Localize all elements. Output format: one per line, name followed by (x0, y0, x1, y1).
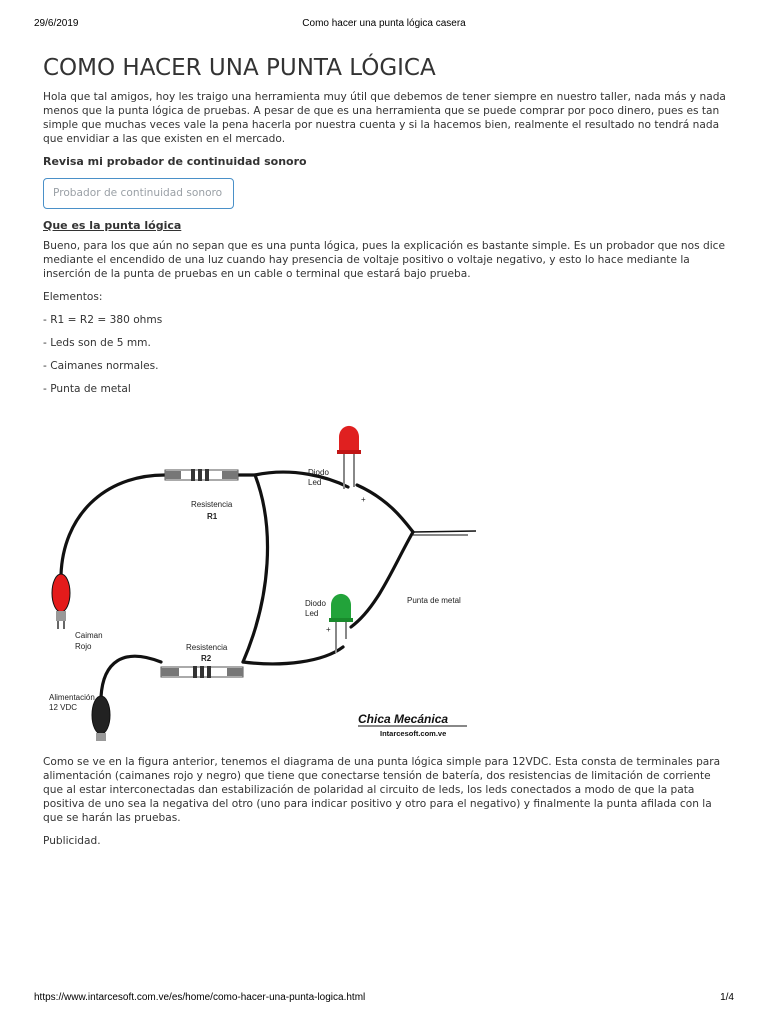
led-bottom-label-2: Led (305, 609, 319, 618)
related-link-button[interactable]: Probador de continuidad sonoro (43, 178, 234, 209)
ad-label: Publicidad. (43, 835, 101, 847)
red-clip-label-2: Rojo (75, 642, 92, 651)
brand-url: Intarcesoft.com.ve (380, 729, 447, 738)
explanation-paragraph: Como se ve en la figura anterior, tenemos el diagrama de una punta lógica simple para 12VDC. Esta consta de terminales para alimentación (caimanes rojo y negro) que tiene que conectarse tensión de batería, dos resistencias de limitación de corriente que al estar interconectadas dan estabilización de polaridad al circuito de leds, los leds conectados a modo de que la pata positiva de uno sea la negativa del otro (uno para indicar positivo y otro para el negativo) y finalmente la punta afilada con la que se harán las pruebas. (43, 756, 721, 824)
metal-probe (413, 531, 476, 532)
resistor-r1 (165, 469, 238, 481)
r2-label: Resistencia (186, 643, 228, 652)
clip-red (52, 574, 70, 629)
brand-logo (343, 707, 483, 742)
related-heading: Revisa mi probador de continuidad sonoro (43, 155, 307, 168)
wire-cross (243, 475, 268, 662)
brand-name: Chica Mecánica (358, 712, 449, 726)
wire-top-led-probe (357, 485, 413, 532)
plus-top: + (361, 495, 366, 504)
section-paragraph: Bueno, para los que aún no sepan que es una punta lógica, pues la explicación es bastante simple. Es un probador que nos dice mediante el encendido de una luz cuando hay presencia de voltaje positivo o voltaje negativo, y esto lo hace mediante la inserción de la punta de pruebas en un cable o terminal que estará bajo prueba. (43, 240, 726, 280)
article (43, 52, 729, 847)
page-url: https://www.intarcesoft.com.ve/es/home/como-hacer-una-punta-logica.html (34, 992, 366, 1003)
page-number: 1/4 (720, 992, 734, 1003)
list-item: - Leds son de 5 mm. (43, 337, 151, 349)
wire-black (101, 656, 161, 697)
power-label-1: Alimentación (49, 693, 95, 702)
list-item: - Punta de metal (43, 383, 131, 395)
intro-paragraph: Hola que tal amigos, hoy les traigo una herramienta muy útil que debemos de tener siempre en nuestro taller, nada más y nada menos que la punta lógica de pruebas. A pesar de que es una herramienta que se puede comprar por poco dinero, pues es tan simple que muchas veces vale la pena hacerla por nuestra cuenta y si la hacemos bien, realmente el resultado no tendrá nada que envidiar a las que existen en el mercado. (43, 91, 726, 145)
wire-to-top-led (255, 472, 348, 487)
wire-red (61, 475, 165, 575)
circuit-diagram (43, 407, 483, 742)
r2-name: R2 (201, 654, 212, 663)
led-green (329, 594, 353, 653)
led-top-label-1: Diodo (308, 468, 329, 477)
list-item: - Caimanes normales. (43, 360, 159, 372)
page-title: COMO HACER UNA PUNTA LÓGICA (43, 55, 436, 81)
print-title: Como hacer una punta lógica casera (302, 18, 466, 29)
elements-list (43, 290, 729, 396)
print-date: 29/6/2019 (34, 18, 79, 29)
red-clip-label-1: Caiman (75, 631, 103, 640)
r1-label: Resistencia (191, 500, 233, 509)
list-item: - R1 = R2 = 380 ohms (43, 314, 163, 326)
resistor-r2 (161, 666, 243, 678)
led-top-label-2: Led (308, 478, 322, 487)
plus-bottom: + (326, 625, 331, 634)
clip-black (92, 696, 110, 741)
power-label-2: 12 VDC (49, 703, 78, 712)
probe-label: Punta de metal (407, 596, 461, 605)
r1-name: R1 (207, 512, 218, 521)
section-heading: Que es la punta lógica (43, 219, 182, 232)
led-red (337, 425, 361, 489)
elements-label: Elementos: (43, 291, 103, 303)
after-diagram-text (43, 755, 729, 848)
led-bottom-label-1: Diodo (305, 599, 326, 608)
wire-probe-bottom-led (351, 532, 413, 627)
wire-r2-bottom-led (243, 647, 343, 664)
